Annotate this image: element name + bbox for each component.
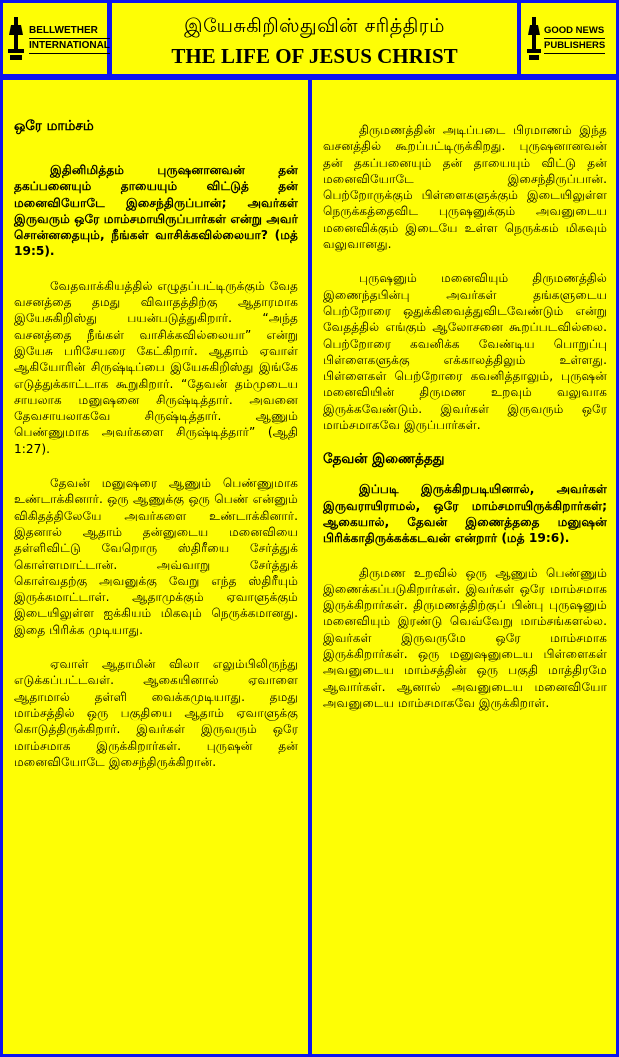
section-heading: ஒரே மாம்சம்: [14, 118, 94, 134]
logo-line-2: INTERNATIONAL: [29, 39, 110, 54]
paragraph: திருமண உறவில் ஒரு ஆணும் பெண்ணும் இணைக்கப்படுகிறார்கள். இவர்கள் ஒரே மாம்சமாக இருக்கிறார்கள். திருமணத்திற்குப் பின்பு புருஷனும் மனைவியும் இரண்டு வெவ்வேறு மாம்சங்களல்ல. இவர்கள் இருவருமே ஒரே மாம்சமாக இருக்கிறார்கள். ஒரு மனுஷனுடைய பிள்ளைகள் அவனுடைய மாம்சத்தின் ஒரு பகுதி மாத்திரமே ஆவார்கள். ஆனால் அவனுடைய மனைவியோ அவனுடைய மாம்சமாகவே இருக்கிறாள்.: [323, 565, 607, 710]
good-news-logo: [521, 3, 616, 74]
right-column: [312, 80, 616, 1054]
lamp-icon: [7, 17, 25, 61]
lamp-icon: [527, 17, 541, 61]
logo-line-1: GOOD NEWS: [544, 24, 605, 39]
left-column: [3, 80, 308, 1054]
logo-line-1: BELLWETHER: [29, 24, 110, 39]
paragraph: புருஷனும் மனைவியும் திருமணத்தில் இணைந்தபின்பு அவர்கள் தங்களுடைய பெற்றோரை ஒதுக்கிவைத்துவிடவேண்டும் என்று வேதத்தில் எங்கும் ஆலோசனை கூறப்படவில்லை. பெற்றோரை கவனிக்க வேண்டிய பொறுப்பு பிள்ளைகளுக்கு எக்காலத்திலும் உள்ளது. பிள்ளைகள் பெற்றோரை கவனித்தாலும், புருஷன் மனைவியின் திருமண உறவும் வலுவாக இருக்கவேண்டும். இவர்கள் இருவரும் ஒரே மாம்சமாகவே இருப்பார்கள்.: [323, 271, 607, 433]
title-tamil: இயேசுகிறிஸ்துவின் சரித்திரம்: [184, 15, 445, 37]
scripture-quote: இப்படி இருக்கிறபடியினால், அவர்கள் இருவராயிராமல், ஒரே மாம்சமாயிருக்கிறார்கள்; ஆகையால், தேவன் இணைத்ததை மனுஷன் பிரிக்காதிருக்கக்கடவன் என்றார் (மத் 19:6).: [323, 482, 607, 546]
paragraph: தேவன் மனுஷரை ஆணும் பெண்ணுமாக உண்டாக்கினார். ஒரு ஆணுக்கு ஒரு பெண் என்னும் விகிதத்திலேயே அவர்களை உண்டாக்கினார். இதனால் ஆதாம் தன்னுடைய மனைவியை தள்ளிவிட்டு வேறொரு ஸ்திரீயை சேர்த்துக் கொள்ளமாட்டான். அவ்வாறு சேர்த்துக் கொள்வதற்கு அவனுக்கு வேறு எந்த ஸ்திரீயும் இருக்கமாட்டாள். ஆதாமுக்கும் ஏவாளுக்கும் இடையிலுள்ள ஐக்கியம் மிகவும் நெருக்கமானது. இதை பிரிக்க முடியாது.: [14, 476, 298, 637]
bellwether-logo: [3, 3, 110, 74]
paragraph: வேதவாக்கியத்தில் எழுதப்பட்டிருக்கும் வேத வசனத்தை தமது விவாதத்திற்கு ஆதாரமாக இயேசுகிறிஸ்து பயன்படுத்துகிறார். “அந்த வசனத்தை நீங்கள் வாசிக்கவில்லையா” என்று இயேசு பரிசேயரை கேட்கிறார். ஆதாம் ஏவாள் ஆகியோரின் சிருஷ்டிப்பை இயேசுகிறிஸ்து இங்கே எடுத்துக்காட்டாக கூறுகிறார். “தேவன் தம்முடைய சாயலாக மனுஷனை சிருஷ்டித்தார். அவனை தேவசாயலாகவே சிருஷ்டித்தார். ஆணும் பெண்ணுமாக அவர்களை சிருஷ்டித்தார்” (ஆதி 1:27).: [14, 278, 298, 456]
logo-line-2: PUBLISHERS: [544, 39, 605, 54]
paragraph: திருமணத்தின் அடிப்படை பிரமாணம் இந்த வசனத்தில் கூறப்பட்டிருக்கிறது. புருஷனானவன் தன் தகப்பனையும் தன் தாயையும் விட்டு தன் மனைவியோடே இசைந்திருப்பான். பெற்றோருக்கும் பிள்ளைகளுக்கும் இடையிலுள்ள நெருக்கத்தைவிட புருஷனுக்கும் அவனுடைய மனைவிக்கும் இடையே உள்ள நெருக்கம் மிகவும் வலுவானது.: [323, 123, 607, 252]
title-english: THE LIFE OF JESUS CHRIST: [171, 44, 458, 68]
scripture-quote: இதினிமித்தம் புருஷனானவன் தன் தகப்பனையும் தாயையும் விட்டுத் தன் மனைவியோடே இசைந்திருப்பான்; அவர்கள் இருவரும் ஒரே மாம்சமாயிருப்பார்கள் என்று அவர் சொன்னதையும், நீங்கள் வாசிக்கவில்லையா? (மத் 19:5).: [14, 163, 298, 259]
paragraph: ஏவாள் ஆதாமின் விலா எலும்பிலிருந்து எடுக்கப்பட்டவள். ஆகையினால் ஏவாளை ஆதாமால் தள்ளி வைக்கமுடியாது. தமது மாம்சத்தில் ஒரு பகுதியை ஆதாம் ஏவாளுக்கு கொடுத்திருக்கிறார். இவர்கள் இருவரும் ஒரே மாம்சமாக இருக்கிறார்கள். புருஷன் தன் மனைவியோடே இசைந்திருக்கிறான்.: [14, 657, 298, 769]
section-heading: தேவன் இணைத்தது: [323, 451, 445, 468]
page-title: [112, 3, 517, 74]
